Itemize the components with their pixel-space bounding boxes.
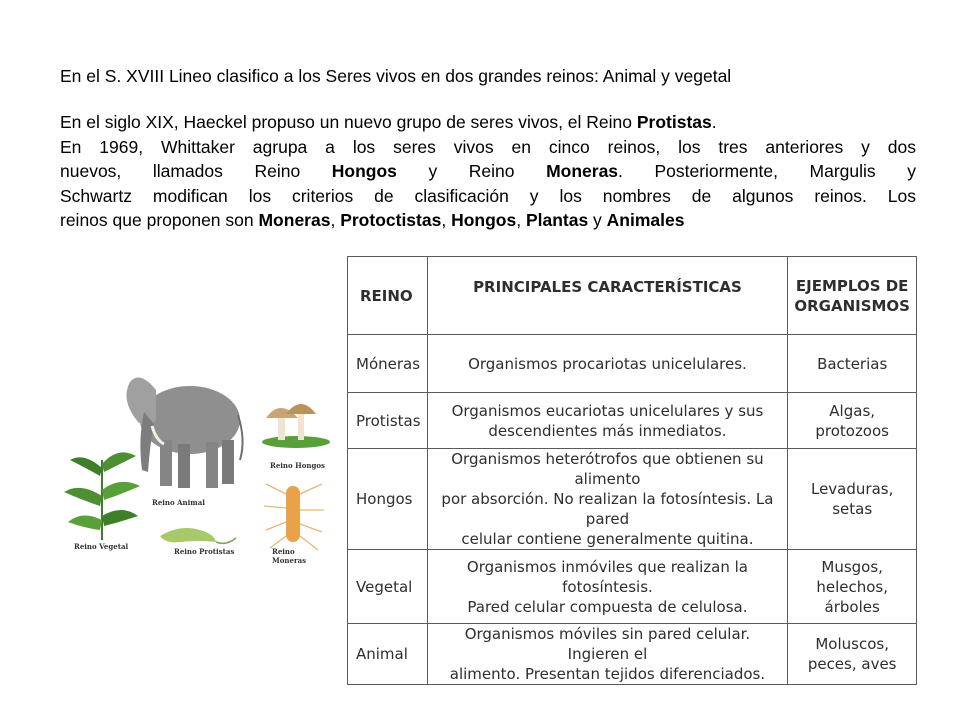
table-header-row — [348, 257, 917, 335]
reino-cell: Hongos — [348, 449, 428, 550]
ejemplos-cell: Levaduras, setas — [788, 449, 917, 550]
caption-moneras: Reino Moneras — [272, 547, 307, 565]
header-ejemplos: EJEMPLOS DE ORGANISMOS — [788, 257, 917, 335]
ejemplos-cell: Bacterias — [788, 335, 917, 393]
kingdoms-illustration — [60, 360, 330, 580]
p2-line-3: nuevos, llamados Reino Hongos y Reino Moneras. Posteriormente, Margulis y — [60, 161, 916, 181]
p2-line-5: reinos que proponen son Moneras, Protoctistas, Hongos, Plantas y Animales — [60, 210, 685, 230]
p2-line-4: Schwartz modifican los criterios de clasificación y los nombres de algunos reinos. Los — [60, 185, 916, 206]
protist-icon — [160, 528, 236, 543]
caracteristicas-cell: Organismos heterótrofos que obtienen su alimento por absorción. No realizan la fotosíntesis. La pared celular contiene generalmente quitina. — [427, 449, 788, 550]
reino-cell: Móneras — [348, 335, 428, 393]
kingdoms-table — [347, 256, 917, 685]
caption-protistas: Reino Protistas — [174, 547, 235, 556]
table-row — [348, 335, 917, 393]
caracteristicas-cell: Organismos móviles sin pared celular. Ingieren el alimento. Presentan tejidos diferenciados. — [427, 624, 788, 685]
ejemplos-cell: Algas, protozoos — [788, 393, 917, 449]
plant-icon — [64, 452, 140, 540]
caracteristicas-cell: Organismos procariotas unicelulares. — [427, 335, 788, 393]
intro-paragraph-1: En el S. XVIII Lineo clasifico a los Seres vivos en dos grandes reinos: Animal y vegetal — [60, 66, 732, 86]
mushroom-icon — [262, 404, 330, 448]
intro-paragraph-2 — [60, 110, 916, 233]
bacteria-icon — [264, 484, 324, 550]
caption-hongos: Reino Hongos — [270, 461, 326, 470]
caption-vegetal: Reino Vegetal — [74, 542, 129, 551]
reino-cell: Protistas — [348, 393, 428, 449]
p2-line-2: En 1969, Whittaker agrupa a los seres vivos en cinco reinos, los tres anteriores y dos — [60, 136, 916, 157]
reino-cell: Animal — [348, 624, 428, 685]
elephant-icon — [126, 378, 242, 489]
table-row — [348, 624, 917, 685]
caption-animal: Reino Animal — [152, 498, 205, 507]
table-row — [348, 449, 917, 550]
header-reino: REINO — [348, 257, 428, 335]
header-caracteristicas: PRINCIPALES CARACTERÍSTICAS — [427, 257, 788, 335]
reino-cell: Vegetal — [348, 550, 428, 624]
ejemplos-cell: Moluscos, peces, aves — [788, 624, 917, 685]
caracteristicas-cell: Organismos eucariotas unicelulares y sus descendientes más inmediatos. — [427, 393, 788, 449]
ejemplos-cell: Musgos, helechos, árboles — [788, 550, 917, 624]
table-row — [348, 393, 917, 449]
table-row — [348, 550, 917, 624]
p2-line-1: En el siglo XIX, Haeckel propuso un nuevo grupo de seres vivos, el Reino Protistas. — [60, 112, 717, 132]
caracteristicas-cell: Organismos inmóviles que realizan la fotosíntesis. Pared celular compuesta de celulosa. — [427, 550, 788, 624]
